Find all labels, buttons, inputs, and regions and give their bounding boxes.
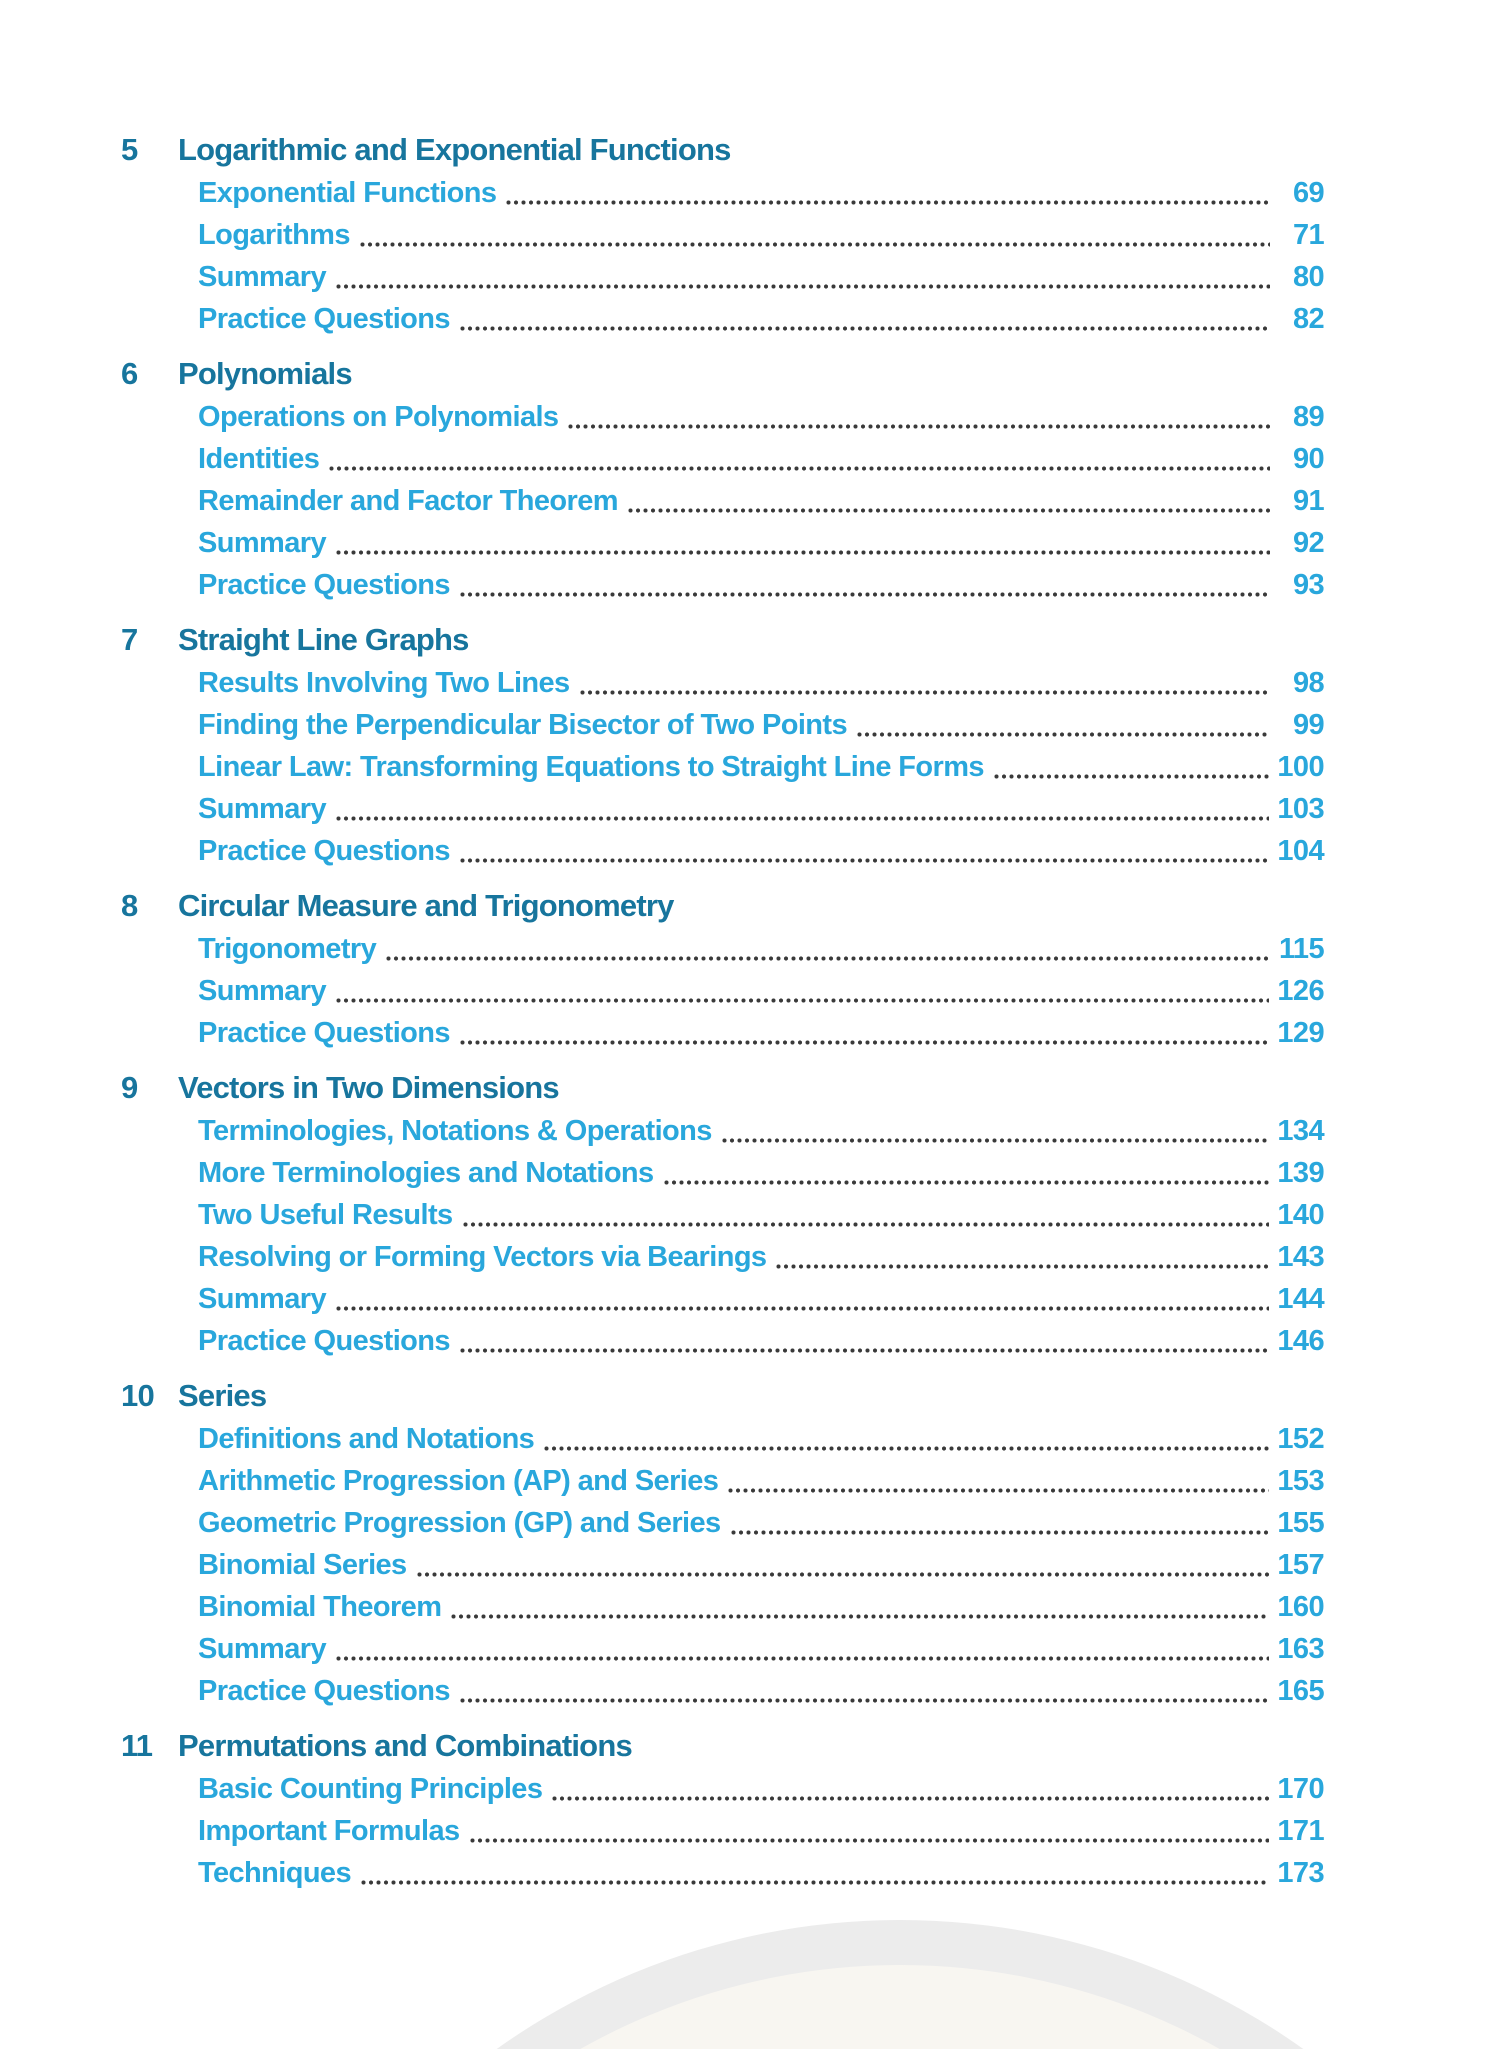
toc-entry-label: Operations on Polynomials: [198, 401, 559, 433]
toc-entry-page: 155: [1277, 1507, 1324, 1539]
toc-entry-label: Techniques: [198, 1857, 351, 1889]
leader-dots: [994, 774, 1269, 779]
chapter-number: 6: [121, 356, 138, 391]
toc-entry-label: More Terminologies and Notations: [198, 1157, 654, 1189]
toc-entry-page: 92: [1292, 527, 1324, 559]
toc-entry-label: Finding the Perpendicular Bisector of Two Points: [198, 709, 847, 741]
leader-dots: [506, 200, 1270, 205]
toc-entry: [198, 1670, 1324, 1712]
toc-entry: [198, 1586, 1324, 1628]
toc-entry-label: Arithmetic Progression (AP) and Series: [198, 1465, 719, 1497]
toc-chapter: [0, 884, 1502, 1054]
toc-entry-label: Binomial Theorem: [198, 1591, 442, 1623]
chapter-sections: [0, 1768, 1502, 1894]
toc-entry: [198, 830, 1324, 872]
chapter-sections: [0, 172, 1502, 340]
chapter-number: 7: [121, 622, 138, 657]
toc-chapter: [0, 352, 1502, 606]
toc-entry-page: 140: [1277, 1199, 1324, 1231]
toc-chapter: [0, 1374, 1502, 1712]
toc-chapter: [0, 618, 1502, 872]
chapter-title: Vectors in Two Dimensions: [178, 1070, 559, 1105]
toc-entry-label: Summary: [198, 1283, 326, 1315]
chapter-title: Series: [178, 1378, 267, 1413]
toc-entry-page: 115: [1279, 933, 1324, 965]
toc-entry-page: 170: [1277, 1773, 1324, 1805]
chapter-heading: [0, 1374, 1502, 1418]
toc-chapter: [0, 128, 1502, 340]
toc-entry-page: 71: [1292, 219, 1324, 251]
toc-entry: [198, 298, 1324, 340]
toc-entry: [198, 438, 1324, 480]
toc-entry: [198, 788, 1324, 830]
toc-entry: [198, 1194, 1324, 1236]
chapter-sections: [0, 928, 1502, 1054]
toc-entry-label: Practice Questions: [198, 1325, 450, 1357]
toc-entry-label: Summary: [198, 527, 326, 559]
toc-entry-page: 152: [1277, 1423, 1324, 1455]
leader-dots: [460, 1040, 1269, 1045]
chapter-title: Circular Measure and Trigonometry: [178, 888, 674, 923]
leader-dots: [336, 998, 1269, 1003]
toc-entry-label: Basic Counting Principles: [198, 1773, 543, 1805]
leader-dots: [361, 1880, 1269, 1885]
toc-entry-label: Terminologies, Notations & Operations: [198, 1115, 712, 1147]
toc-entry-page: 129: [1277, 1017, 1324, 1049]
toc-entry: [198, 1768, 1324, 1810]
decorative-arc-inner: [250, 1965, 1502, 2049]
leader-dots: [336, 816, 1269, 821]
chapter-heading: [0, 884, 1502, 928]
toc-entry: [198, 1418, 1324, 1460]
toc-entry-label: Exponential Functions: [198, 177, 497, 209]
toc-entry: [198, 1502, 1324, 1544]
leader-dots: [776, 1264, 1269, 1269]
chapter-number: 9: [121, 1070, 138, 1105]
chapter-title: Straight Line Graphs: [178, 622, 469, 657]
toc-entry: [198, 1628, 1324, 1670]
leader-dots: [731, 1530, 1270, 1535]
toc-entry-page: 134: [1277, 1115, 1324, 1147]
leader-dots: [722, 1138, 1270, 1143]
toc-entry-page: 80: [1292, 261, 1324, 293]
toc-entry: [198, 1012, 1324, 1054]
toc-entry: [198, 214, 1324, 256]
toc-entry: [198, 704, 1324, 746]
toc-entry-page: 82: [1292, 303, 1324, 335]
toc-entry: [198, 1236, 1324, 1278]
toc-entry-label: Summary: [198, 975, 326, 1007]
toc: [0, 116, 1502, 1894]
toc-entry-page: 171: [1277, 1815, 1324, 1847]
toc-entry-label: Linear Law: Transforming Equations to Straight Line Forms: [198, 751, 984, 783]
leader-dots: [417, 1572, 1270, 1577]
toc-entry-page: 69: [1292, 177, 1324, 209]
leader-dots: [568, 424, 1270, 429]
leader-dots: [336, 550, 1270, 555]
leader-dots: [463, 1222, 1270, 1227]
toc-entry: [198, 1152, 1324, 1194]
toc-entry-label: Binomial Series: [198, 1549, 407, 1581]
toc-entry-page: 91: [1292, 485, 1324, 517]
toc-entry: [198, 480, 1324, 522]
toc-entry: [198, 662, 1324, 704]
toc-entry-label: Trigonometry: [198, 933, 377, 965]
chapter-number: 5: [121, 132, 138, 167]
chapter-heading: [0, 352, 1502, 396]
leader-dots: [460, 592, 1270, 597]
toc-entry-page: 99: [1292, 709, 1324, 741]
toc-entry: [198, 564, 1324, 606]
leader-dots: [552, 1796, 1269, 1801]
leader-dots: [460, 1348, 1269, 1353]
toc-entry-page: 90: [1292, 443, 1324, 475]
toc-entry-label: Definitions and Notations: [198, 1423, 535, 1455]
toc-entry-page: 100: [1277, 751, 1324, 783]
chapter-heading: [0, 618, 1502, 662]
toc-entry: [198, 256, 1324, 298]
chapter-title: Polynomials: [178, 356, 352, 391]
toc-entry-page: 163: [1277, 1633, 1324, 1665]
leader-dots: [460, 858, 1269, 863]
toc-entry-page: 160: [1277, 1591, 1324, 1623]
toc-entry: [198, 522, 1324, 564]
chapter-sections: [0, 662, 1502, 872]
leader-dots: [664, 1180, 1270, 1185]
leader-dots: [857, 732, 1270, 737]
leader-dots: [728, 1488, 1269, 1493]
toc-entry: [198, 1852, 1324, 1894]
toc-entry: [198, 1810, 1324, 1852]
toc-entry: [198, 928, 1324, 970]
leader-dots: [460, 1698, 1269, 1703]
chapter-title: Logarithmic and Exponential Functions: [178, 132, 731, 167]
toc-entry: [198, 1110, 1324, 1152]
toc-entry: [198, 1320, 1324, 1362]
toc-entry-label: Logarithms: [198, 219, 350, 251]
toc-entry-label: Geometric Progression (GP) and Series: [198, 1507, 721, 1539]
toc-entry-page: 157: [1277, 1549, 1324, 1581]
toc-entry-label: Resolving or Forming Vectors via Bearings: [198, 1241, 767, 1273]
toc-entry-label: Remainder and Factor Theorem: [198, 485, 618, 517]
chapter-number: 11: [121, 1728, 153, 1763]
toc-entry: [198, 1278, 1324, 1320]
toc-chapter: [0, 1066, 1502, 1362]
toc-entry-page: 98: [1292, 667, 1324, 699]
chapter-heading: [0, 1724, 1502, 1768]
leader-dots: [451, 1614, 1269, 1619]
leader-dots: [460, 326, 1270, 331]
toc-entry-page: 126: [1277, 975, 1324, 1007]
leader-dots: [386, 956, 1270, 961]
toc-entry-page: 144: [1277, 1283, 1324, 1315]
toc-entry-page: 146: [1277, 1325, 1324, 1357]
toc-entry: [198, 746, 1324, 788]
toc-entry-page: 104: [1277, 835, 1324, 867]
leader-dots: [470, 1838, 1270, 1843]
toc-entry: [198, 396, 1324, 438]
toc-entry-label: Two Useful Results: [198, 1199, 453, 1231]
toc-entry: [198, 1544, 1324, 1586]
toc-entry-label: Practice Questions: [198, 1017, 450, 1049]
toc-entry-label: Identities: [198, 443, 320, 475]
chapter-sections: [0, 396, 1502, 606]
chapter-number: 10: [121, 1378, 154, 1413]
toc-entry-label: Summary: [198, 1633, 326, 1665]
chapter-number: 8: [121, 888, 138, 923]
leader-dots: [336, 1306, 1269, 1311]
chapter-heading: [0, 1066, 1502, 1110]
toc-entry-label: Practice Questions: [198, 303, 450, 335]
toc-entry-page: 165: [1277, 1675, 1324, 1707]
leader-dots: [360, 242, 1270, 247]
toc-entry: [198, 970, 1324, 1012]
toc-entry-page: 139: [1277, 1157, 1324, 1189]
leader-dots: [544, 1446, 1269, 1451]
toc-entry-label: Practice Questions: [198, 835, 450, 867]
toc-entry-page: 173: [1277, 1857, 1324, 1889]
toc-entry: [198, 1460, 1324, 1502]
toc-entry-label: Summary: [198, 261, 326, 293]
leader-dots: [336, 1656, 1269, 1661]
toc-entry-label: Practice Questions: [198, 569, 450, 601]
leader-dots: [580, 690, 1270, 695]
toc-entry: [198, 172, 1324, 214]
toc-entry-page: 153: [1277, 1465, 1324, 1497]
leader-dots: [628, 508, 1270, 513]
chapter-heading: [0, 128, 1502, 172]
chapter-sections: [0, 1418, 1502, 1712]
toc-entry-page: 103: [1277, 793, 1324, 825]
toc-entry-page: 143: [1277, 1241, 1324, 1273]
toc-entry-label: Practice Questions: [198, 1675, 450, 1707]
toc-entry-label: Results Involving Two Lines: [198, 667, 570, 699]
chapter-title: Permutations and Combinations: [178, 1728, 632, 1763]
toc-entry-label: Summary: [198, 793, 326, 825]
leader-dots: [329, 466, 1270, 471]
leader-dots: [336, 284, 1270, 289]
chapter-sections: [0, 1110, 1502, 1362]
toc-entry-label: Important Formulas: [198, 1815, 460, 1847]
toc-entry-page: 93: [1292, 569, 1324, 601]
toc-entry-page: 89: [1292, 401, 1324, 433]
toc-chapter: [0, 1724, 1502, 1894]
